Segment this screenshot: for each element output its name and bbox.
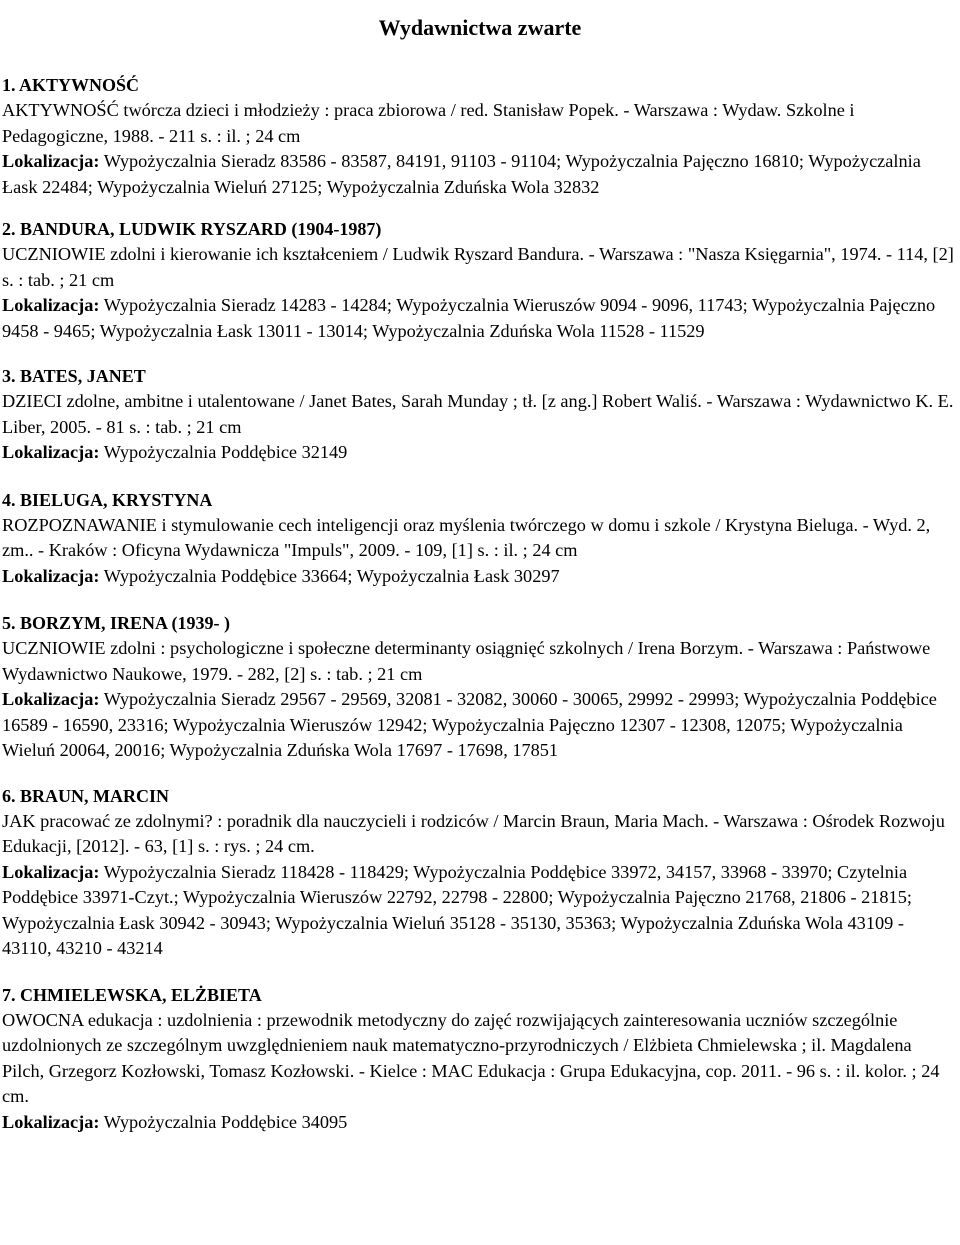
entry-heading: 4. BIELUGA, KRYSTYNA	[2, 489, 213, 510]
entry-description: AKTYWNOŚĆ twórcza dzieci i młodzieży : praca zbiorowa / red. Stanisław Popek. - Warszawa : Wydaw. Szkolne i Pedagogiczne, 1988. - 211 s. : il. ; 24 cm	[2, 100, 855, 146]
location-value: Wypożyczalnia Sieradz 118428 - 118429; Wypożyczalnia Poddębice 33972, 34157, 33968 - 33970; Czytelnia Poddębice 33971-Czyt.; Wypożyczalnia Wieruszów 22792, 22798 - 22800; Wypożyczalnia Pajęczno 21768, 21806 - 21815; Wypożyczalnia Łask 30942 - 30943; Wypożyczalnia Wieluń 35128 - 35130, 35363; Wypożyczalnia Zduńska Wola 43109 - 43110, 43210 - 43214	[2, 861, 912, 958]
entry-location	[2, 149, 958, 200]
entry-location	[2, 1110, 958, 1136]
location-value: Wypożyczalnia Sieradz 29567 - 29569, 32081 - 32082, 30060 - 30065, 29992 - 29993; Wypożyczalnia Poddębice 16589 - 16590, 23316; Wypożyczalnia Wieruszów 12942; Wypożyczalnia Pajęczno 12307 - 12308, 12075; Wypożyczalnia Wieluń 20064, 20016; Wypożyczalnia Zduńska Wola 17697 - 17698, 17851	[2, 689, 937, 760]
location-value: Wypożyczalnia Sieradz 83586 - 83587, 84191, 91103 - 91104; Wypożyczalnia Pajęczno 16810; Wypożyczalnia Łask 22484; Wypożyczalnia Wieluń 27125; Wypożyczalnia Zduńska Wola 32832	[2, 151, 921, 197]
entry-heading: 7. CHMIELEWSKA, ELŻBIETA	[2, 984, 262, 1005]
entry-description: ROZPOZNAWANIE i stymulowanie cech inteligencji oraz myślenia twórczego w domu i szkole / Krystyna Bieluga. - Wyd. 2, zm.. - Kraków : Oficyna Wydawnicza "Impuls", 2009. - 109, [1] s. : il. ; 24 cm	[2, 514, 931, 560]
entry-description: UCZNIOWIE zdolni i kierowanie ich kształceniem / Ludwik Ryszard Bandura. - Warszawa : "Nasza Księgarnia", 1974. - 114, [2] s. : tab. ; 21 cm	[2, 244, 954, 290]
bibliography-entry	[2, 783, 958, 962]
location-label: Lokalizacja:	[2, 295, 100, 315]
entry-description: JAK pracować ze zdolnymi? : poradnik dla nauczycieli i rodziców / Marcin Braun, Maria Mach. - Warszawa : Ośrodek Rozwoju Edukacji, [2012]. - 63, [1] s. : rys. ; 24 cm.	[2, 810, 945, 856]
entry-description: OWOCNA edukacja : uzdolnienia : przewodnik metodyczny do zajęć rozwijających zainteresowania uczniów szczególnie uzdolnionych ze szczególnym uwzględnieniem nauk matematyczno-przyrodniczych / Elżbieta Chmielewska ; il. Magdalena Pilch, Grzegorz Kozłowski, Tomasz Kozłowski. - Kielce : MAC Edukacja : Grupa Edukacyjna, cop. 2011. - 96 s. : il. kolor. ; 24 cm.	[2, 1009, 940, 1106]
location-value: Wypożyczalnia Poddębice 33664; Wypożyczalnia Łask 30297	[99, 565, 560, 586]
entry-description: UCZNIOWIE zdolni : psychologiczne i społeczne determinanty osiągnięć szkolnych / Irena Borzym. - Warszawa : Państwowe Wydawnictwo Naukowe, 1979. - 282, [2] s. : tab. ; 21 cm	[2, 638, 931, 684]
entry-location	[2, 440, 958, 466]
entry-location	[2, 293, 958, 344]
location-label: Lokalizacja:	[2, 861, 100, 882]
entry-heading: 2. BANDURA, LUDWIK RYSZARD (1904-1987)	[2, 219, 382, 239]
location-label: Lokalizacja:	[2, 1111, 100, 1132]
location-label: Lokalizacja:	[2, 565, 100, 586]
bibliography-entry	[2, 363, 958, 466]
page-title: Wydawnictwa zwarte	[378, 14, 582, 40]
bibliography-entry	[2, 610, 958, 764]
bibliography-entry	[2, 487, 958, 590]
location-value: Wypożyczalnia Sieradz 14283 - 14284; Wypożyczalnia Wieruszów 9094 - 9096, 11743; Wypożyczalnia Pajęczno 9458 - 9465; Wypożyczalnia Łask 13011 - 13014; Wypożyczalnia Zduńska Wola 11528 - 11529	[2, 295, 936, 341]
entry-location	[2, 687, 958, 764]
location-value: Wypożyczalnia Poddębice 32149	[99, 442, 348, 462]
entry-heading: 1. AKTYWNOŚĆ	[2, 75, 140, 95]
entry-heading: 5. BORZYM, IRENA (1939- )	[2, 613, 230, 633]
location-label: Lokalizacja:	[2, 689, 100, 709]
bibliography-entry	[2, 216, 958, 344]
entry-location	[2, 564, 958, 590]
location-label: Lokalizacja:	[2, 442, 100, 462]
entry-description: DZIECI zdolne, ambitne i utalentowane / Janet Bates, Sarah Munday ; tł. [z ang.] Robert Waliś. - Warszawa : Wydawnictwo K. E. Liber, 2005. - 81 s. : tab. ; 21 cm	[2, 391, 954, 437]
bibliography-list	[2, 72, 958, 1152]
bibliography-entry	[2, 982, 958, 1136]
entry-location	[2, 860, 958, 962]
bibliography-entry	[2, 72, 958, 200]
entry-heading: 3. BATES, JANET	[2, 366, 146, 386]
location-label: Lokalizacja:	[2, 151, 100, 171]
entry-heading: 6. BRAUN, MARCIN	[2, 785, 169, 806]
location-value: Wypożyczalnia Poddębice 34095	[99, 1111, 348, 1132]
